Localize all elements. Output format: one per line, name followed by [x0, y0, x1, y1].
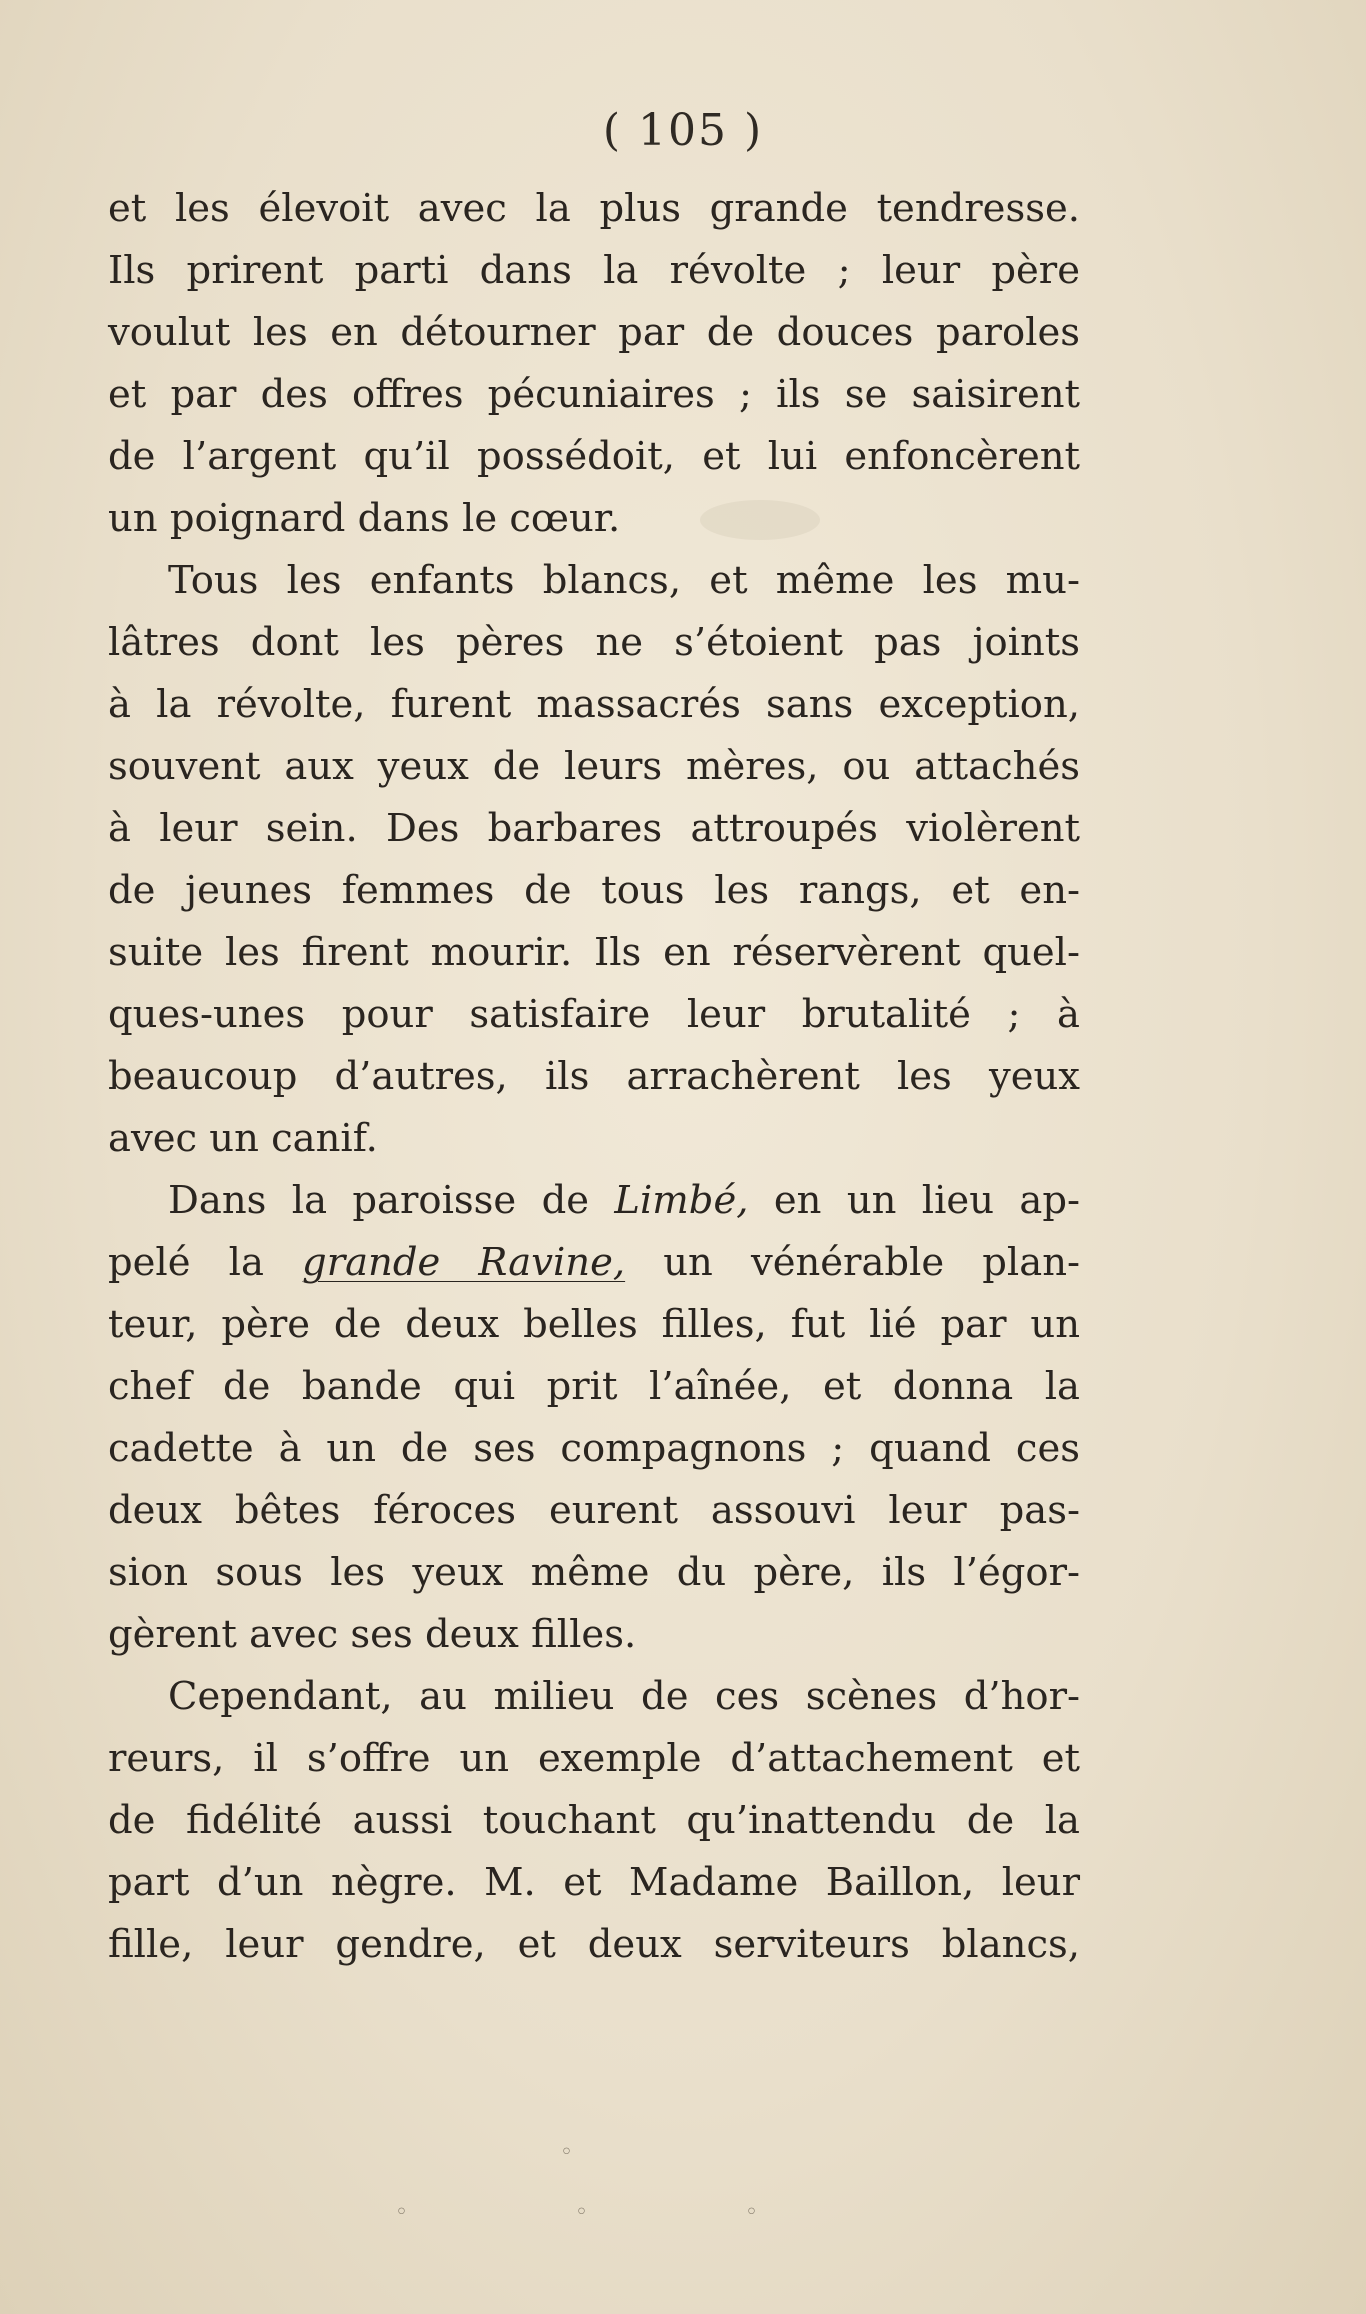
- text-line: deux bêtes féroces eurent assouvi leur pas-: [108, 1488, 1080, 1533]
- place-name-limbe: Limbé,: [614, 1178, 749, 1223]
- text-line: part d’un nègre. M. et Madame Baillon, leur: [108, 1860, 1080, 1905]
- text-line: avec un canif.: [108, 1116, 378, 1161]
- text-line: reurs, il s’offre un exemple d’attachement et: [108, 1736, 1080, 1781]
- text-line: Tous les enfants blancs, et même les mu-: [168, 558, 1080, 603]
- text-line: lâtres dont les pères ne s’étoient pas joints: [108, 620, 1080, 665]
- place-name-grande-ravine: grande Ravine,: [302, 1240, 626, 1285]
- text-line: souvent aux yeux de leurs mères, ou attachés: [108, 744, 1080, 789]
- text-line: un poignard dans le cœur.: [108, 496, 621, 541]
- text-line: et par des offres pécuniaires ; ils se saisirent: [108, 372, 1080, 417]
- text-line: ques-unes pour satisfaire leur brutalité ; à: [108, 992, 1080, 1037]
- text-line: sion sous les yeux même du père, ils l’égor-: [108, 1550, 1080, 1595]
- text-line: beaucoup d’autres, ils arrachèrent les yeux: [108, 1054, 1080, 1099]
- text-line: à la révolte, furent massacrés sans exception,: [108, 682, 1080, 727]
- text-line: fille, leur gendre, et deux serviteurs blancs,: [108, 1922, 1080, 1967]
- paragraph-2: [108, 550, 1080, 1170]
- text-line: [108, 1170, 1080, 1232]
- text-fragment: pelé la: [108, 1240, 303, 1285]
- text-line: de l’argent qu’il possédoit, et lui enfoncèrent: [108, 434, 1080, 479]
- text-line: [108, 1232, 1080, 1294]
- page-number: ( 105 ): [602, 105, 764, 156]
- text-line: et les élevoit avec la plus grande tendresse.: [108, 186, 1080, 231]
- text-fragment: Dans la paroisse de: [168, 1178, 615, 1223]
- text-line: chef de bande qui prit l’aînée, et donna la: [108, 1364, 1080, 1409]
- text-line: voulut les en détourner par de douces paroles: [108, 310, 1080, 355]
- text-fragment: un vénérable plan-: [625, 1240, 1080, 1285]
- text-line: Ils prirent parti dans la révolte ; leur père: [108, 248, 1080, 293]
- text-line: Cependant, au milieu de ces scènes d’hor-: [168, 1674, 1080, 1719]
- text-line: à leur sein. Des barbares attroupés violèrent: [108, 806, 1080, 851]
- ink-speck: ◦: [575, 2200, 588, 2225]
- text-line: suite les firent mourir. Ils en réservèrent quel-: [108, 930, 1080, 975]
- text-line: teur, père de deux belles filles, fut lié par un: [108, 1302, 1080, 1347]
- paragraph-1: [108, 178, 1080, 550]
- ink-speck: ◦: [395, 2200, 408, 2225]
- text-fragment: en un lieu ap-: [748, 1178, 1080, 1223]
- text-line: cadette à un de ses compagnons ; quand ces: [108, 1426, 1080, 1471]
- text-line: gèrent avec ses deux filles.: [108, 1612, 637, 1657]
- paragraph-4: [108, 1666, 1080, 1976]
- ink-speck: ◦: [560, 2140, 573, 2165]
- text-line: de fidélité aussi touchant qu’inattendu de la: [108, 1798, 1080, 1843]
- body-text: [108, 178, 1080, 1976]
- ink-speck: ◦: [745, 2200, 758, 2225]
- text-line: de jeunes femmes de tous les rangs, et en-: [108, 868, 1080, 913]
- paragraph-3: [108, 1170, 1080, 1666]
